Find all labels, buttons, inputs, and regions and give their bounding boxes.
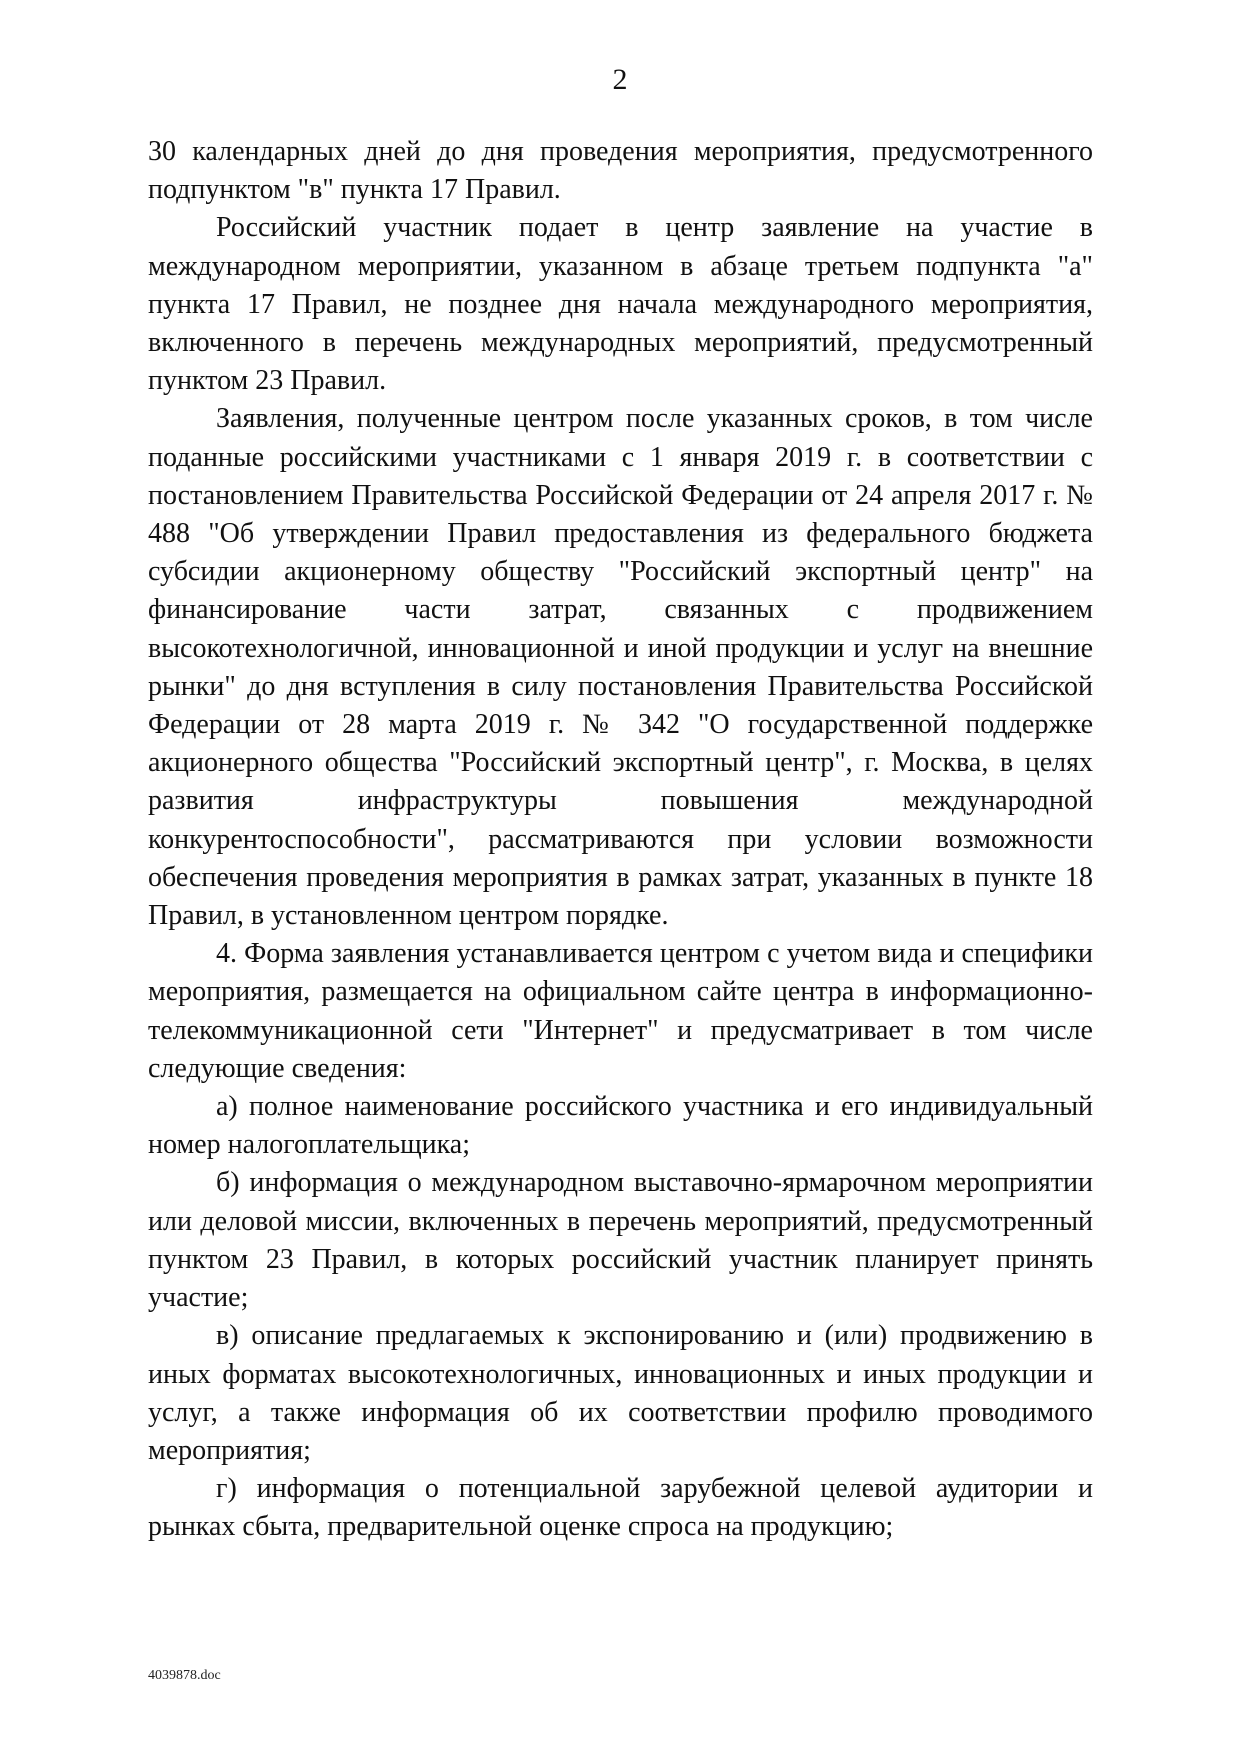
paragraph-continuation: 30 календарных дней до дня проведения мероприятия, предусмотренного подпунктом "в" пункта 17 Правил. bbox=[148, 136, 1093, 206]
paragraph-subitem-b: б) информация о международном выставочно-ярмарочном мероприятии или деловой миссии, включенных в перечень мероприятий, предусмотренный пунктом 23 Правил, в которых российский участник планирует принять участие; bbox=[148, 1167, 1093, 1314]
page-number: 2 bbox=[612, 63, 628, 96]
paragraph-item-4: 4. Форма заявления устанавливается центром с учетом вида и специфики мероприятия, размещается на официальном сайте центра в информационно-телекоммуникационной сети "Интернет" и предусматривает в том числе следующие сведения: bbox=[148, 938, 1093, 1084]
document-body bbox=[148, 133, 1093, 1547]
paragraph-subitem-g: г) информация о потенциальной зарубежной целевой аудитории и рынках сбыта, предварительной оценке спроса на продукцию; bbox=[148, 1473, 1093, 1543]
paragraph-russian-participant: Российский участник подает в центр заявление на участие в международном мероприятии, указанном в абзаце третьем подпункта "а" пункта 17 Правил, не позднее дня начала международного мероприятия, включенного в перечень международных мероприятий, предусмотренный пунктом 23 Правил. bbox=[148, 212, 1093, 397]
paragraph-subitem-a: а) полное наименование российского участника и его индивидуальный номер налогоплательщика; bbox=[148, 1091, 1093, 1161]
paragraph-subitem-v: в) описание предлагаемых к экспонированию и (или) продвижению в иных форматах высокотехнологичных, инновационных и иных продукции и услуг, а также информация об их соответствии профилю проводимого мероприятия; bbox=[148, 1320, 1093, 1466]
paragraph-applications: Заявления, полученные центром после указанных сроков, в том числе поданные российскими участниками с 1 января 2019 г. в соответствии с постановлением Правительства Российской Федерации от 24 апреля 2017 г. № 488 "Об утверждении Правил предоставления из федерального бюджета субсидии акционерному обществу "Российский экспортный центр" на финансирование части затрат, связанных с продвижением высокотехнологичной, инновационной и иной продукции и услуг на внешние рынки" до дня вступления в силу постановления Правительства Российской Федерации от 28 марта 2019 г. № 342 "О государственной поддержке акционерного общества "Российский экспортный центр", г. Москва, в целях развития инфраструктуры повышения международной конкурентоспособности", рассматриваются при условии возможности обеспечения проведения мероприятия в рамках затрат, указанных в пункте 18 Правил, в установленном центром порядке. bbox=[148, 403, 1093, 932]
footer-document-code: 4039878.doc bbox=[148, 1668, 221, 1683]
